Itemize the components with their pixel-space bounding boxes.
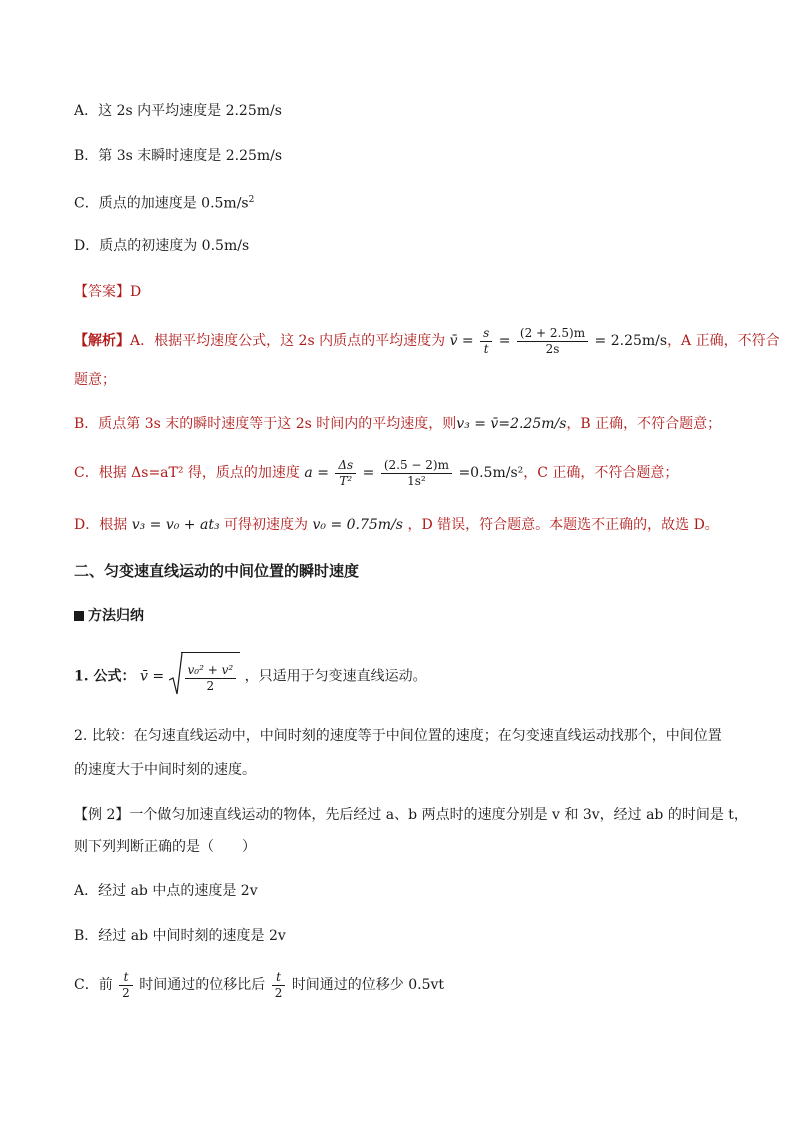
method-title: 方法归纳 bbox=[74, 606, 144, 626]
sqrt-symbol: $\frac{\text{v₀² + v²}}{2}$ bbox=[169, 652, 241, 701]
example-2-line-1: 【例 2】一个做匀加速直线运动的物体，先后经过 a、b 两点时的速度分别是 v 和 3v，经过 ab 的时间是 t， bbox=[74, 807, 748, 823]
section-title: 二、匀变速直线运动的中间位置的瞬时速度 bbox=[74, 562, 360, 580]
point-2-line-1: 2. 比较：在匀速直线运动中，中间时刻的速度等于中间位置的速度；在匀变速直线运动找那个，中间位置 bbox=[74, 728, 722, 744]
square-bullet-icon bbox=[74, 611, 84, 621]
option-a: A．这 2s 内平均速度是 2.25m/s bbox=[74, 103, 282, 119]
option-b: B．第 3s 末瞬时速度是 2.25m/s bbox=[74, 148, 283, 164]
option-d: D．质点的初速度为 0.5m/s bbox=[74, 238, 250, 254]
q2-option-c: C．前 $\frac{t}{2}$ 时间通过的位移比后 $\frac{t}{2}$ 时间通过的位移少 0.5vt bbox=[74, 969, 445, 1000]
analysis-a-cont: 题意； bbox=[74, 372, 116, 388]
analysis-c: C．根据 Δs=aT² 得，质点的加速度 a = $\frac{\Delta s}{\text{T²}}$ = $\frac{(2.5 - 2)m}{\text{1s²}}$ =0.5m/s²，C 正确，不符合题意； bbox=[74, 457, 679, 488]
analysis-a: 【解析】A．根据平均速度公式，这 2s 内质点的平均速度为 v̄ = $\frac{s}{t}$ = $\frac{(2 + 2.5)m}{2s}$ = 2.25m/s，A 正确，不符合 bbox=[74, 325, 780, 356]
q2-option-b: B．经过 ab 中间时刻的速度是 2v bbox=[74, 928, 286, 944]
answer: 【答案】D bbox=[74, 284, 142, 300]
analysis-d: D．根据 v₃ = v₀ + at₃ 可得初速度为 v₀ = 0.75m/s ，D 错误，符合题意。本题选不正确的，故选 D。 bbox=[74, 517, 719, 533]
point-2-line-2: 的速度大于中间时刻的速度。 bbox=[74, 762, 256, 778]
analysis-b: B．质点第 3s 末的瞬时速度等于这 2s 时间内的平均速度，则v₃ = v̄=2.25m/s，B 正确，不符合题意； bbox=[74, 416, 722, 432]
q2-option-a: A．经过 ab 中点的速度是 2v bbox=[74, 883, 258, 899]
option-c: C．质点的加速度是 $0.5m/s^2$ bbox=[74, 195, 255, 212]
point-1-formula: 1. 公式： v̄ = $\frac{\text{v₀² + v²}}{2}$ ，只适用于匀变速直线运动。 bbox=[74, 652, 427, 701]
example-2-line-2: 则下列判断正确的是（ ） bbox=[74, 839, 256, 855]
